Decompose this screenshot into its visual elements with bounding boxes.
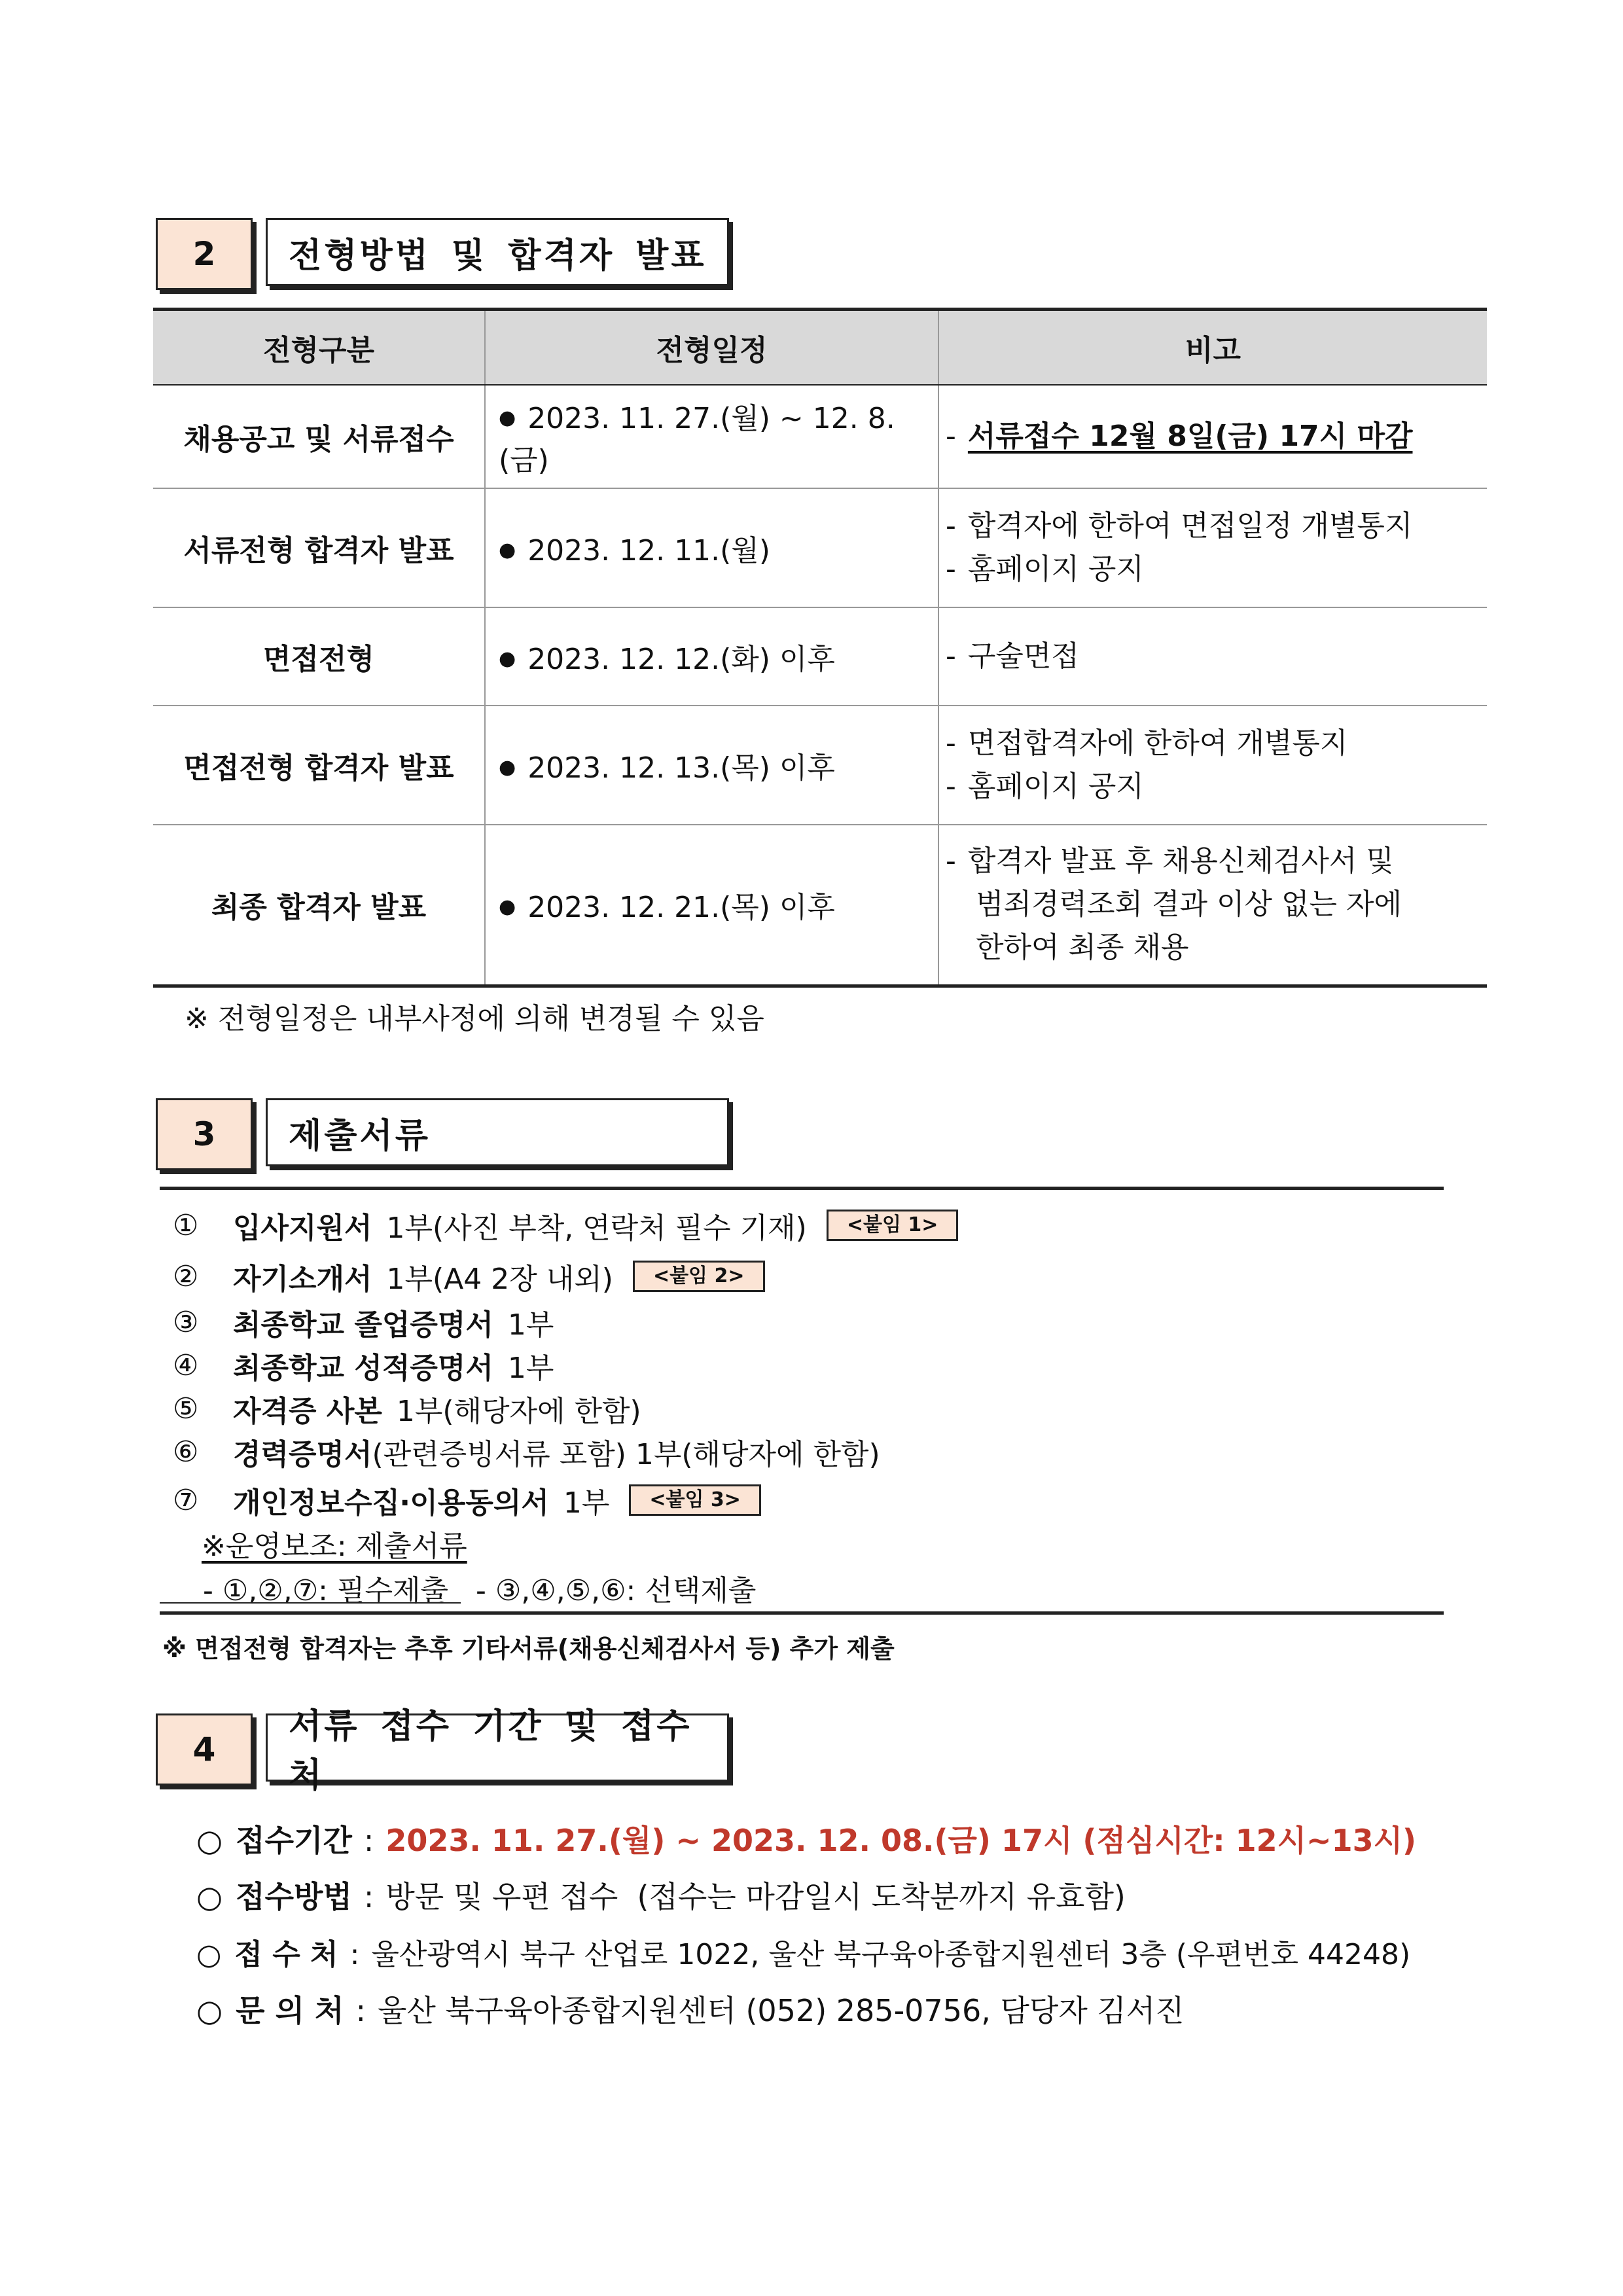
circle-icon: ○ <box>196 1993 223 2028</box>
list-item: ⑦ 개인정보수집‧이용동의서 1부 <붙임 3> <box>173 1479 761 1521</box>
circle-icon: ○ <box>196 1938 222 1971</box>
receipt-method: ○ 접수방법 : 방문 및 우편 접수 (접수는 마감일시 도착분까지 유효함) <box>196 1879 1126 1914</box>
underline-divider <box>160 1602 461 1604</box>
date-cell: ● 2023. 12. 13.(목) 이후 <box>485 706 938 825</box>
notes-cell: - 구술면접 <box>938 607 1487 706</box>
section-number: 4 <box>156 1713 253 1785</box>
note-title: ※운영보조: 제출서류 <box>202 1530 467 1563</box>
contact-info: ○ 문 의 처 : 울산 북구육아종합지원센터 (052) 285-0756, 담당자 김서진 <box>196 1993 1185 2028</box>
receipt-location: ○ 접 수 처 : 울산광역시 북구 산업로 1022, 울산 북구육아종합지원센터 3층 (우편번호 44248) <box>196 1938 1411 1971</box>
divider <box>160 1187 1444 1190</box>
table-header-row <box>153 310 1487 386</box>
stage-cell: 채용공고 및 서류접수 <box>153 385 485 488</box>
table-row <box>153 385 1487 488</box>
schedule-table <box>153 308 1487 988</box>
list-item: ③ 최종학교 졸업증명서 1부 <box>173 1305 554 1342</box>
list-item: ⑤ 자격증 사본 1부(해당자에 한함) <box>173 1391 641 1428</box>
notes-cell: - 합격자에 한하여 면접일정 개별통지 - 홈페이지 공지 <box>938 488 1487 607</box>
divider <box>160 1611 1444 1615</box>
receipt-period: ○ 접수기간 : 2023. 11. 27.(월) ~ 2023. 12. 08.(금) 17시 (점심시간: 12시~13시) <box>196 1823 1417 1858</box>
circle-icon: ○ <box>196 1879 223 1914</box>
date-cell: ● 2023. 12. 12.(화) 이후 <box>485 607 938 706</box>
schedule-footnote: ※ 전형일정은 내부사정에 의해 변경될 수 있음 <box>185 1002 764 1035</box>
list-item: ② 자기소개서 1부(A4 2장 내외) <붙임 2> <box>173 1255 765 1297</box>
date-cell: ● 2023. 12. 11.(월) <box>485 488 938 607</box>
table-row <box>153 607 1487 706</box>
list-item: ① 입사지원서 1부(사진 부착, 연락처 필수 기재) <붙임 1> <box>173 1204 958 1246</box>
column-header-date: 전형일정 <box>485 310 938 386</box>
column-header-stage: 전형구분 <box>153 310 485 386</box>
table-row <box>153 488 1487 607</box>
notes-cell: - 서류접수 12월 8일(금) 17시 마감 <box>938 385 1487 488</box>
section-title: 서류 접수 기간 및 접수처 <box>266 1713 729 1782</box>
section-title: 제출서류 <box>266 1098 729 1166</box>
attachment-tag: <붙임 1> <box>827 1210 959 1241</box>
stage-cell: 면접전형 <box>153 607 485 706</box>
table-row <box>153 706 1487 825</box>
date-cell: ● 2023. 12. 21.(목) 이후 <box>485 825 938 986</box>
list-item: ⑥ 경력증명서 (관련증빙서류 포함) 1부(해당자에 한함) <box>173 1435 880 1471</box>
section-number: 3 <box>156 1098 253 1170</box>
note-detail: - ①,②,⑦: 필수제출 - ③,④,⑤,⑥: 선택제출 <box>203 1574 757 1607</box>
section-title: 전형방법 및 합격자 발표 <box>266 218 729 286</box>
date-cell: ● 2023. 11. 27.(월) ~ 12. 8.(금) <box>485 385 938 488</box>
attachment-tag: <붙임 2> <box>633 1261 765 1292</box>
list-item: ④ 최종학교 성적증명서 1부 <box>173 1348 554 1385</box>
attachment-tag: <붙임 3> <box>629 1484 761 1516</box>
notes-cell: - 면접합격자에 한하여 개별통지 - 홈페이지 공지 <box>938 706 1487 825</box>
deadline-note: 서류접수 12월 8일(금) 17시 마감 <box>967 420 1413 453</box>
notes-cell: - 합격자 발표 후 채용신체검사서 및 범죄경력조회 결과 이상 없는 자에 한하여 최종 채용 <box>938 825 1487 986</box>
documents-footnote: ※ 면접전형 합격자는 추후 기타서류(채용신체검사서 등) 추가 제출 <box>162 1634 895 1663</box>
table-row <box>153 825 1487 986</box>
column-header-notes: 비고 <box>938 310 1487 386</box>
circle-icon: ○ <box>196 1823 223 1858</box>
stage-cell: 서류전형 합격자 발표 <box>153 488 485 607</box>
stage-cell: 면접전형 합격자 발표 <box>153 706 485 825</box>
stage-cell: 최종 합격자 발표 <box>153 825 485 986</box>
section-number: 2 <box>156 218 253 290</box>
